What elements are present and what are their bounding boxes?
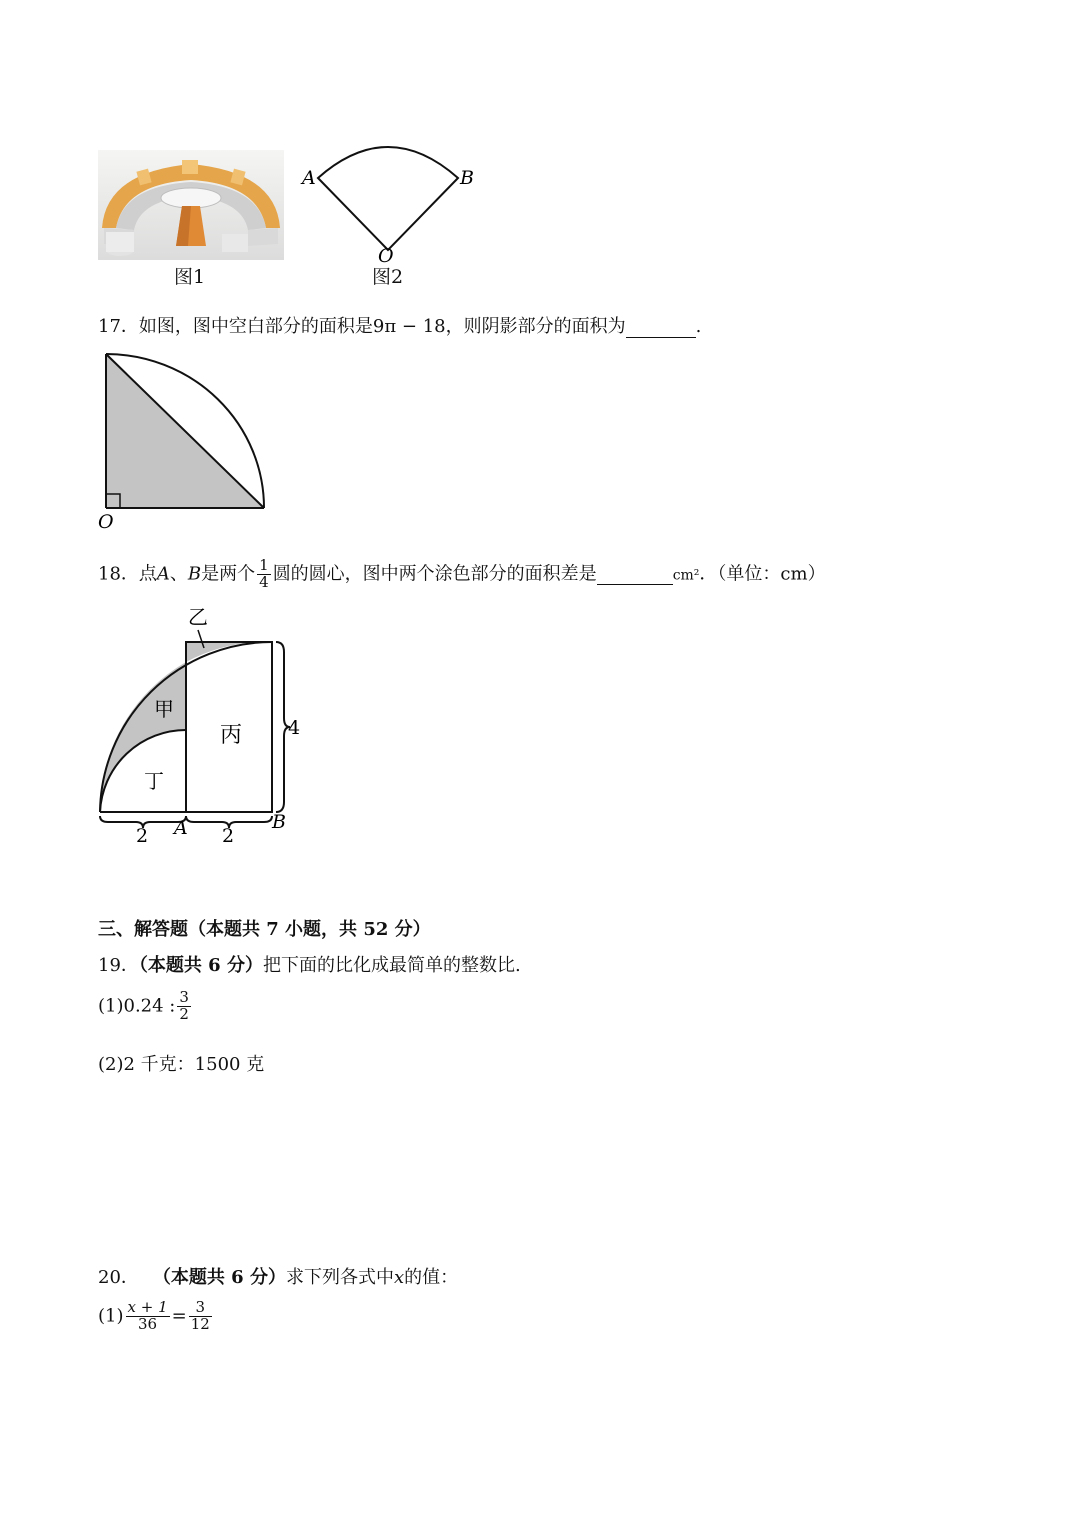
- section-3-heading: 三、解答题（本题共 7 小题，共 52 分）: [98, 919, 431, 940]
- answer-blank[interactable]: [626, 316, 696, 338]
- dimension-2-left: 2: [136, 825, 149, 847]
- question-number: 19．: [98, 955, 139, 976]
- label-bing: 丙: [220, 723, 243, 748]
- text-d: ．（单位：cm）: [699, 563, 826, 585]
- label-ding: 丁: [144, 769, 164, 793]
- small-arc: [100, 730, 186, 812]
- question-points: （本题共 6 分）: [152, 1267, 286, 1288]
- quarter-circle-figure: [96, 350, 276, 536]
- two-quarter-circles-figure: [94, 600, 314, 852]
- question-20-text: [98, 1263, 458, 1289]
- part-expression: 0.24 :: [123, 995, 176, 1017]
- shaded-region-jia: [100, 662, 186, 812]
- answer-blank[interactable]: [597, 563, 673, 585]
- point-o-label: O: [378, 245, 394, 264]
- point-a-label: A: [302, 167, 316, 189]
- period: .: [695, 316, 702, 337]
- sector-outline: [318, 147, 458, 250]
- question-text: 如图，图中空白部分的面积是: [138, 316, 373, 337]
- question-20-part-1: [98, 1300, 214, 1333]
- point-o-label: O: [98, 511, 114, 533]
- fraction-rhs: $\frac{3}{12}$: [190, 1298, 210, 1333]
- text-b: 的值：: [404, 1267, 459, 1288]
- separator: 、: [169, 563, 188, 585]
- sector-figure-2: [296, 138, 486, 264]
- question-number: 18．: [98, 563, 139, 585]
- sofa-photo: [98, 150, 284, 260]
- part-label: (1): [98, 995, 124, 1017]
- question-18-text: [98, 558, 826, 591]
- label-jia: 甲: [154, 697, 174, 721]
- question-19-part-1: [98, 990, 193, 1023]
- text-c: 圆的圆心，图中两个涂色部分的面积差是: [272, 563, 597, 585]
- dimension-2-right: 2: [222, 825, 235, 847]
- figure-2-caption: 图2: [372, 266, 404, 288]
- point-a: A: [156, 563, 170, 585]
- point-b-label: B: [272, 811, 286, 833]
- variable-x: x: [393, 1267, 405, 1288]
- point-b-label: B: [460, 167, 474, 189]
- figure-1-caption: 图1: [174, 266, 206, 288]
- math-expression: 9π − 18: [372, 316, 446, 337]
- label-yi: 乙: [188, 605, 208, 629]
- question-text-after: ，则阴影部分的面积为: [445, 316, 626, 337]
- dimension-4: 4: [288, 717, 301, 739]
- fraction-three-halves: $\frac{3}{2}$: [179, 988, 189, 1023]
- text-a: 点: [138, 563, 157, 585]
- question-points: （本题共 6 分）: [138, 955, 263, 976]
- text-b: 是两个: [201, 563, 256, 585]
- part-label: (1): [98, 1305, 124, 1327]
- equals-sign: =: [171, 1305, 187, 1327]
- question-19-text: [98, 951, 521, 977]
- question-number: 17．: [98, 316, 139, 337]
- text-a: 求下列各式中: [285, 1267, 394, 1288]
- question-number: 20．: [98, 1267, 139, 1288]
- point-a-label: A: [174, 817, 188, 839]
- question-17-text: [98, 312, 701, 338]
- sofa-illustration: [98, 150, 284, 260]
- fraction-one-quarter: $\frac{1}{4}$: [259, 556, 269, 591]
- question-19-part-2: (2)2 千克：1500 克: [98, 1054, 265, 1075]
- point-b: B: [187, 563, 202, 585]
- unit: cm²: [672, 567, 700, 584]
- question-text: 把下面的比化成最简单的整数比.: [262, 955, 521, 976]
- fraction-lhs: $\frac{x + 1}{36}$: [127, 1298, 168, 1333]
